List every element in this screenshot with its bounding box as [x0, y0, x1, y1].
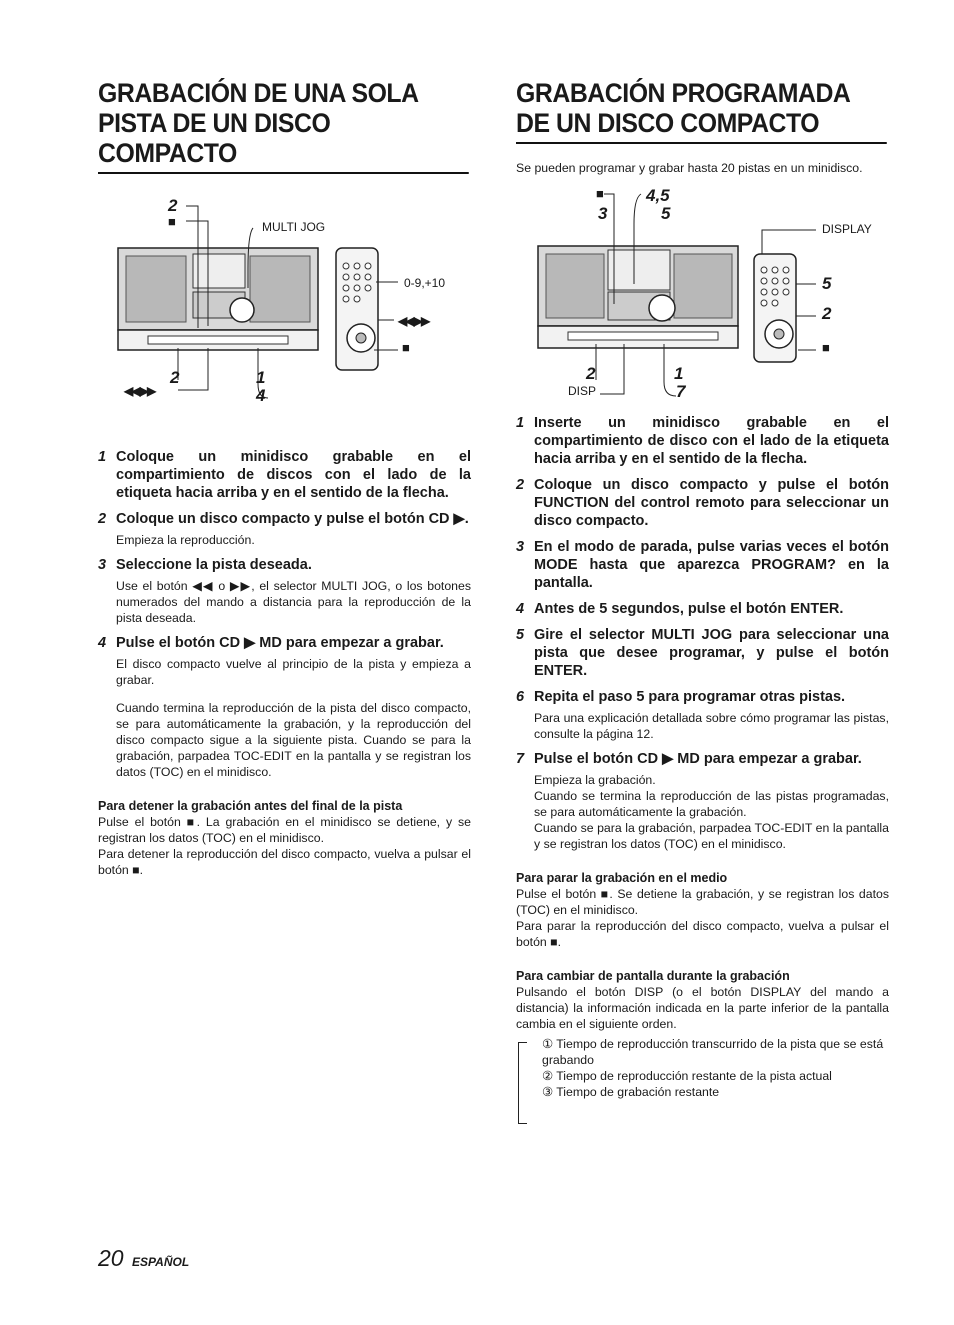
right-step-5	[516, 626, 889, 680]
fig-num-5-top: 5	[661, 204, 671, 223]
step-text: Coloque un disco compacto y pulse el botón CD ▶.	[116, 511, 469, 527]
right-display-text: Pulsando el botón DISP (o el botón DISPLAY del mando a distancia) la información indicada en la parte inferior de la pantalla cambia en el siguiente orden.	[516, 985, 889, 1031]
display-label: DISPLAY	[822, 222, 872, 236]
page-number: 20	[98, 1245, 124, 1271]
step-number: 2	[98, 511, 107, 527]
right-section-title: GRABACIÓN PROGRAMADA DE UN DISCO COMPACTO	[516, 78, 887, 144]
fig-num-7: 7	[676, 382, 686, 401]
disp-label: DISP	[568, 384, 597, 398]
fig-num-2-bottom: 2	[170, 368, 180, 387]
step-body: Empieza la grabación. Cuando se termina la reproducción de las pistas programadas, se para automáticamente la grabación. Cuando se para la grabación, parpadea TOC-EDIT en la pantalla y se registran los datos (TOC) en el minidisco.	[534, 773, 889, 851]
right-figure	[516, 184, 889, 434]
display-sequence	[516, 1036, 889, 1100]
fig-num-2-right: 2	[822, 304, 832, 323]
step-text: Inserte un minidisco grabable en el compartimiento de disco con el lado de la etiqueta hacia arriba y en el sentido de la flecha.	[534, 415, 889, 467]
right-stop-text-1: Pulse el botón ■. Se detiene la grabación, y se registran los datos (TOC) en el minidisco.	[516, 887, 889, 917]
step-text: Gire el selector MULTI JOG para seleccionar una pista que desee programar, y pulse el botón ENTER.	[534, 627, 889, 679]
fig-num-3: 3	[598, 204, 608, 223]
right-display-heading: Para cambiar de pantalla durante la grabación	[516, 969, 790, 983]
step-body: El disco compacto vuelve al principio de la pista y empieza a grabar.	[116, 657, 471, 687]
left-extra-paragraph: Cuando termina la reproducción de la pista del disco compacto, se para automáticamente la grabación, y la reproducción del disco compacto sigue a la siguiente pista. Cuando se para la grabación, parpadea TOC-EDIT en la pantalla y se registran los datos (TOC) en el minidisco.	[116, 701, 471, 779]
step-number: 4	[98, 635, 107, 651]
fig-stop-right: ■	[402, 340, 410, 355]
fig-num-45: 4,5	[646, 186, 670, 205]
step-number: 1	[98, 449, 107, 465]
step-number: 4	[516, 601, 525, 617]
step-number: 6	[516, 689, 525, 705]
left-step-4	[98, 634, 471, 652]
fig-num-1: 1	[674, 364, 684, 383]
cycle-arrow-icon	[518, 1042, 527, 1124]
skip-bottom-label: ◀◀,▶▶	[124, 384, 155, 398]
right-step-6	[516, 688, 889, 706]
right-stop-heading: Para parar la grabación en el medio	[516, 871, 728, 885]
left-steps	[98, 448, 471, 780]
right-stop-text-2: Para parar la reproducción del disco compacto, vuelva a pulsar el botón ■.	[516, 919, 889, 949]
fig-stop-top: ■	[596, 186, 604, 201]
step-number: 2	[516, 477, 525, 493]
fig-stop-top: ■	[168, 214, 176, 229]
step-number: 3	[98, 557, 107, 573]
step-number: 1	[516, 415, 525, 431]
page-footer	[98, 1245, 189, 1272]
step-number: 3	[516, 539, 525, 555]
step-text: Coloque un minidisco grabable en el compartimiento de discos con el lado de la etiqueta hacia arriba y en el sentido de la flecha.	[116, 449, 471, 501]
right-step-2	[516, 476, 889, 530]
step-body: Use el botón ◀◀ o ▶▶, el selector MULTI JOG, o los botones numerados del mando a distancia para la reproducción de la pista deseada.	[116, 579, 471, 625]
right-intro: Se pueden programar y grabar hasta 20 pistas en un minidisco.	[516, 161, 863, 175]
numbers-label: 0-9,+10	[404, 276, 446, 290]
right-column	[516, 78, 889, 1100]
fig-num-2-bottom: 2	[586, 364, 596, 383]
step-number: 5	[516, 627, 525, 643]
left-stop-text-2: Para detener la reproducción del disco compacto, vuelva a pulsar el botón ■.	[98, 847, 471, 877]
step-number: 7	[516, 751, 525, 767]
left-section-title: GRABACIÓN DE UNA SOLA PISTA DE UN DISCO COMPACTO	[98, 78, 469, 174]
fig-num-2-top: 2	[168, 196, 178, 215]
right-step-3	[516, 538, 889, 592]
right-steps	[516, 414, 889, 852]
step-text: Antes de 5 segundos, pulse el botón ENTER.	[534, 601, 844, 617]
fig-num-4: 4	[256, 386, 266, 405]
step-text: Pulse el botón CD ▶ MD para empezar a grabar.	[116, 635, 444, 651]
left-stop-heading: Para detener la grabación antes del final de la pista	[98, 799, 403, 813]
display-sequence-item: ③ Tiempo de grabación restante	[542, 1085, 720, 1099]
fig-stop-right: ■	[822, 340, 830, 355]
step-body: Empieza la reproducción.	[116, 533, 255, 547]
step-text: Seleccione la pista deseada.	[116, 557, 312, 573]
step-text: En el modo de parada, pulse varias veces el botón MODE hasta que aparezca PROGRAM? en la pantalla.	[534, 539, 889, 591]
multijog-label: MULTI JOG	[262, 220, 326, 234]
footer-language: ESPAÑOL	[132, 1255, 190, 1269]
left-step-3	[98, 556, 471, 574]
fig-num-1: 1	[256, 368, 266, 387]
left-column	[98, 78, 471, 878]
left-step-1	[98, 448, 471, 502]
step-text: Pulse el botón CD ▶ MD para empezar a grabar.	[534, 751, 862, 767]
skip-right-label: ◀◀,▶▶	[398, 314, 429, 328]
step-body: Para una explicación detallada sobre cómo programar las pistas, consulte la página 12.	[534, 711, 889, 741]
display-sequence-item: ① Tiempo de reproducción transcurrido de la pista que se está grabando	[542, 1037, 884, 1067]
left-stop-text-1: Pulse el botón ■. La grabación en el minidisco se detiene, y se registran los datos (TOC) en el minidisco.	[98, 815, 471, 845]
step-text: Repita el paso 5 para programar otras pistas.	[534, 689, 846, 705]
left-step-2	[98, 510, 471, 528]
right-step-4	[516, 600, 889, 618]
right-step-7	[516, 750, 889, 768]
step-text: Coloque un disco compacto y pulse el botón FUNCTION del control remoto para seleccionar un disco compacto.	[534, 477, 889, 529]
fig-num-5-right: 5	[822, 274, 832, 293]
display-sequence-item: ② Tiempo de reproducción restante de la pista actual	[542, 1069, 832, 1083]
left-figure	[98, 198, 471, 448]
